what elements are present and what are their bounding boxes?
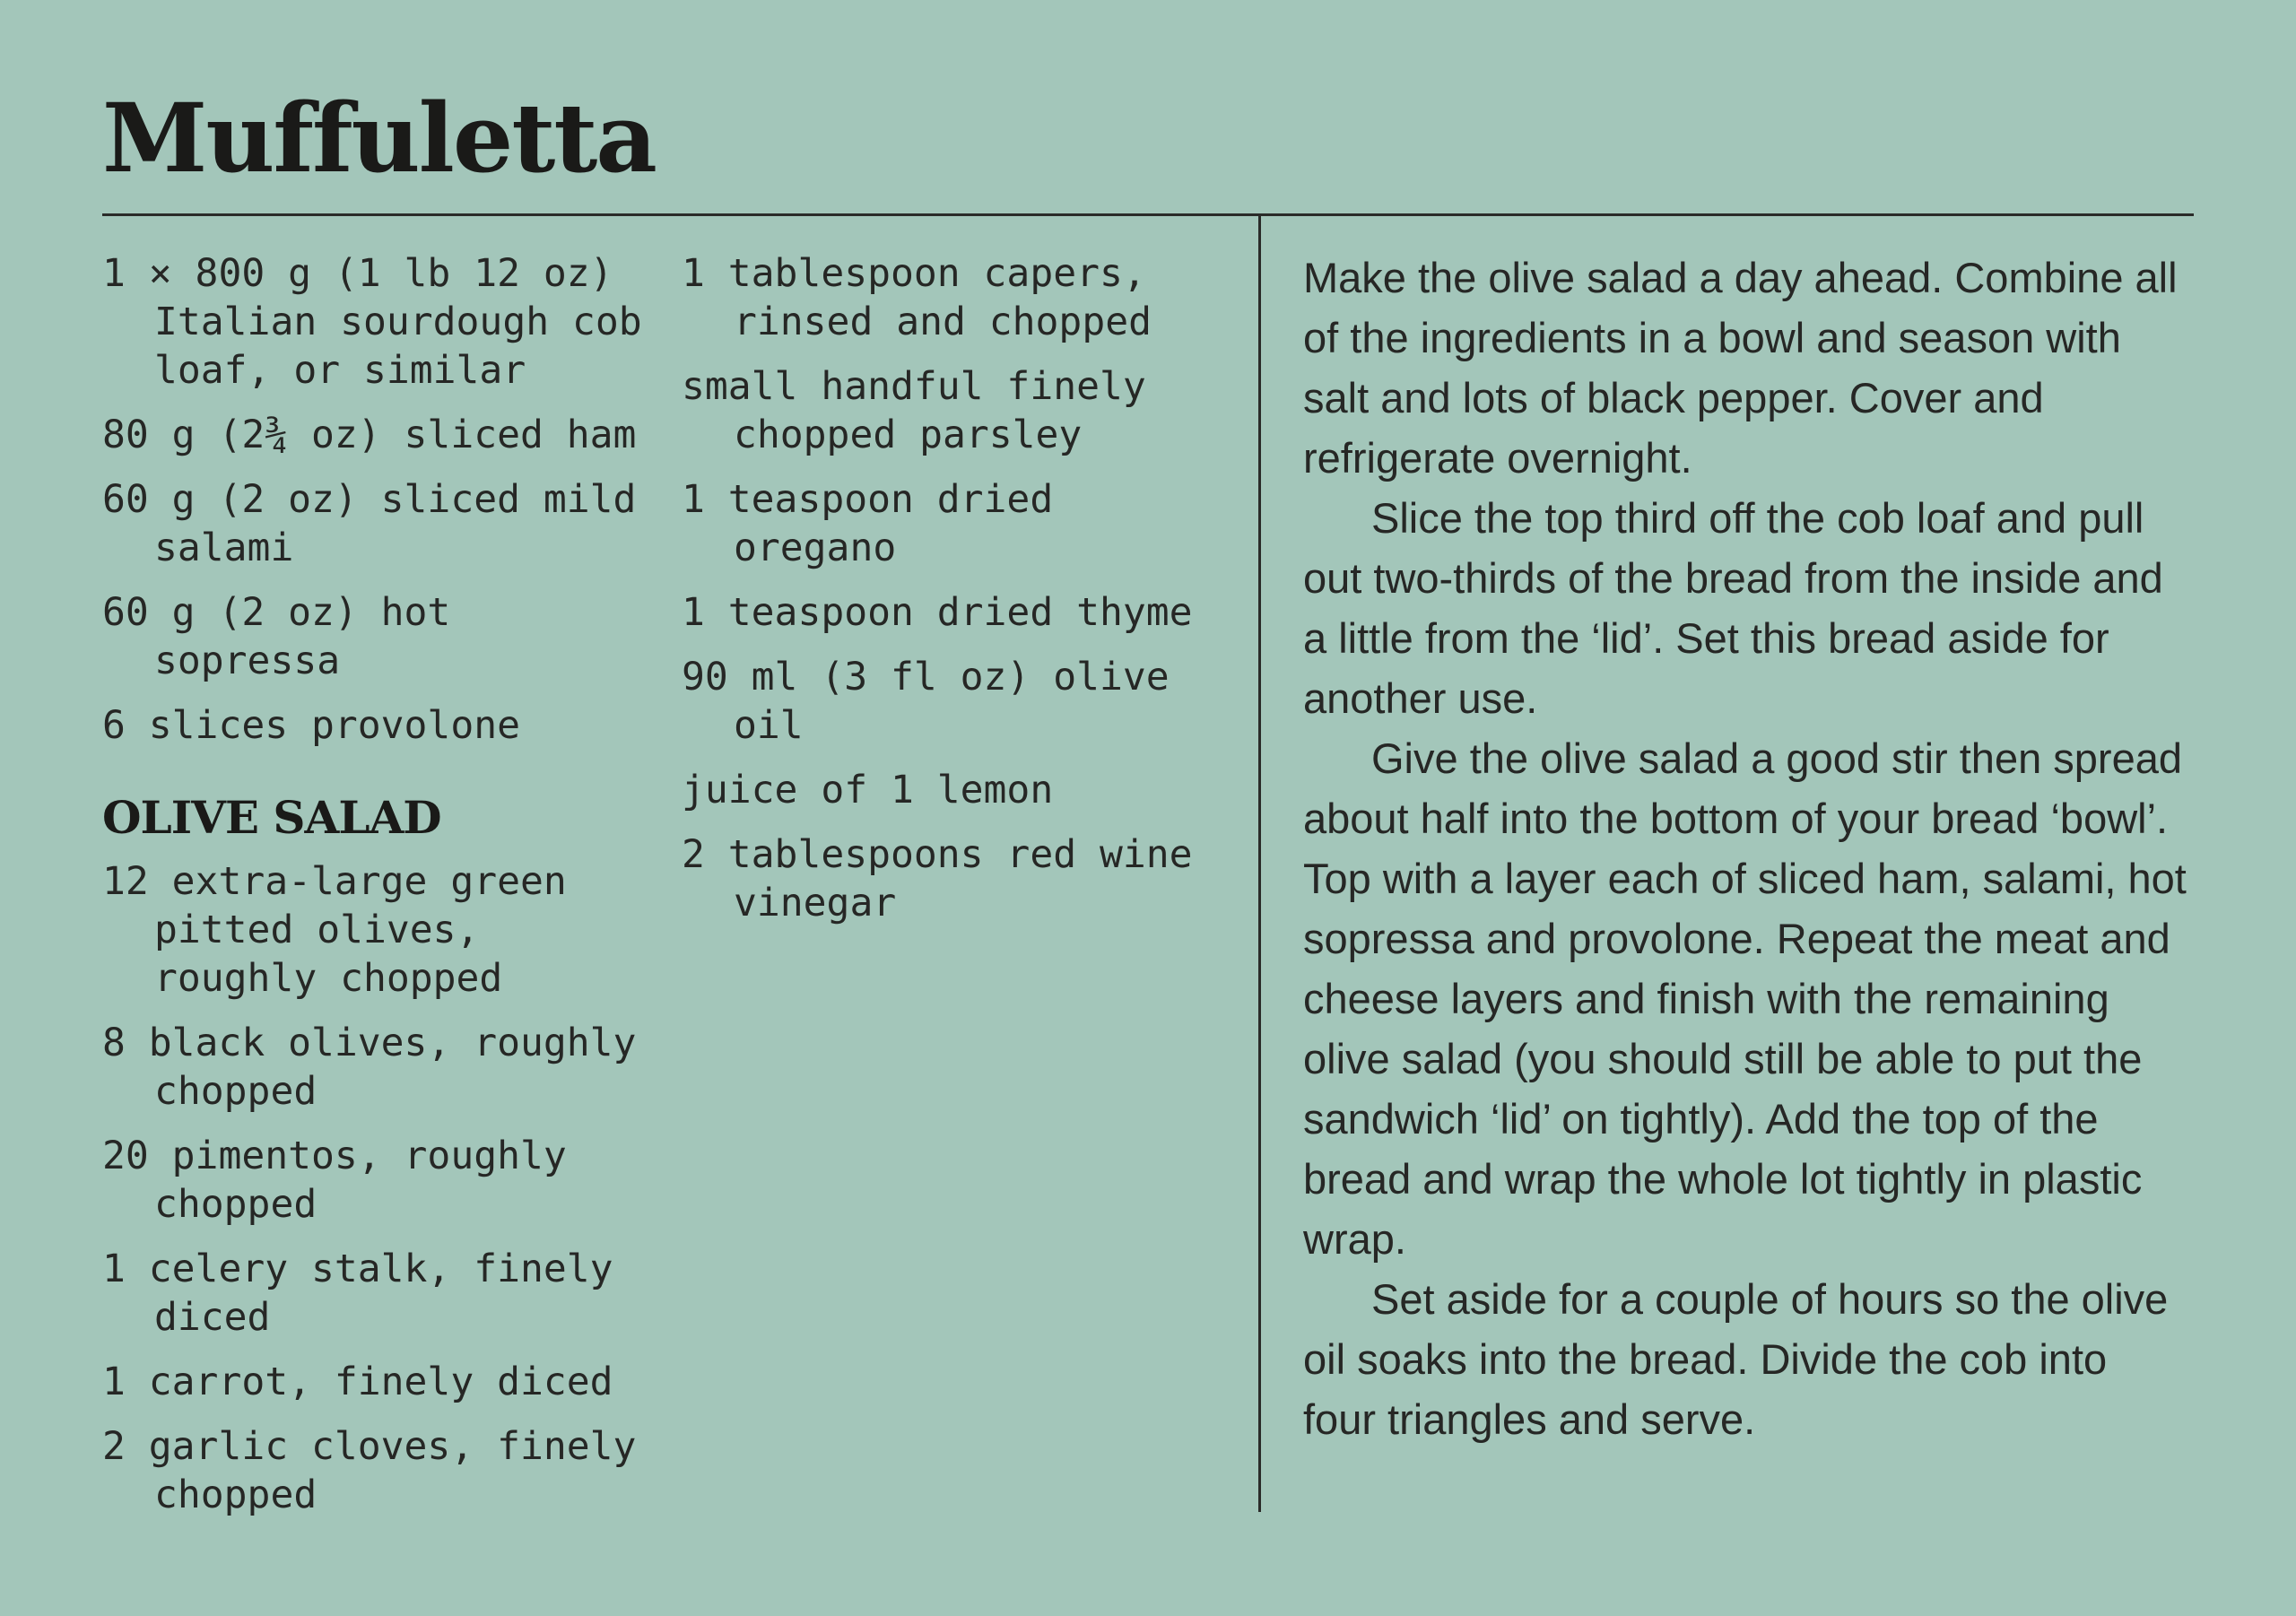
method-paragraph: Make the olive salad a day ahead. Combine all of the ingredients in a bowl and season with salt and lots of black pepper. Cover and refrigerate overnight.	[1303, 254, 2178, 482]
olive-salad-item: 1 carrot, finely diced	[102, 1360, 613, 1404]
ingredient-item: 6 slices provolone	[102, 703, 520, 748]
ingredient-item: 1 × 800 g (1 lb 12 oz) Italian sourdough cob loaf, or similar	[102, 251, 642, 393]
ingredients-column-1	[102, 249, 658, 1535]
olive-salad-item: 1 teaspoon dried oregano	[682, 477, 1054, 570]
olive-salad-heading: OLIVE SALAD	[102, 791, 441, 844]
olive-salad-item: 2 garlic cloves, finely chopped	[102, 1424, 637, 1517]
olive-salad-item: small handful finely chopped parsley	[682, 364, 1146, 457]
olive-salad-item: 90 ml (3 fl oz) olive oil	[682, 655, 1170, 748]
method-paragraph: Give the olive salad a good stir then spread about half into the bottom of your bread ‘bowl’. Top with a layer each of sliced ham, salami, hot sopressa and provolone. Repeat the meat and cheese layers and finish with the remaining olive salad (you should still be able to put the sandwich ‘lid’ on tightly). Add the top of the bread and wrap the whole lot tightly in plastic wrap.	[1303, 734, 2187, 1263]
ingredients-column-2	[682, 249, 1238, 943]
olive-salad-item: 2 tablespoons red wine vinegar	[682, 832, 1193, 925]
olive-salad-item: 20 pimentos, roughly chopped	[102, 1134, 567, 1227]
method-text	[1303, 248, 2191, 1449]
olive-salad-item: juice of 1 lemon	[682, 768, 1054, 812]
ingredient-item: 60 g (2 oz) sliced mild salami	[102, 477, 637, 570]
olive-salad-item: 1 celery stalk, finely diced	[102, 1247, 613, 1340]
header-divider	[102, 213, 2194, 216]
column-divider	[1258, 213, 1261, 1512]
method-paragraph: Slice the top third off the cob loaf and pull out two-thirds of the bread from the inside and a little from the ‘lid’. Set this bread aside for another use.	[1303, 494, 2163, 722]
ingredient-item: 60 g (2 oz) hot sopressa	[102, 590, 451, 683]
method-paragraph: Set aside for a couple of hours so the olive oil soaks into the bread. Divide the cob into four triangles and serve.	[1303, 1275, 2169, 1443]
ingredient-item: 80 g (2¾ oz) sliced ham	[102, 413, 637, 457]
olive-salad-item: 12 extra-large green pitted olives, roughly chopped	[102, 859, 567, 1001]
olive-salad-item: 8 black olives, roughly chopped	[102, 1021, 637, 1114]
recipe-title: Muffuletta	[102, 82, 656, 194]
olive-salad-item: 1 teaspoon dried thyme	[682, 590, 1193, 635]
olive-salad-item: 1 tablespoon capers, rinsed and chopped	[682, 251, 1152, 344]
